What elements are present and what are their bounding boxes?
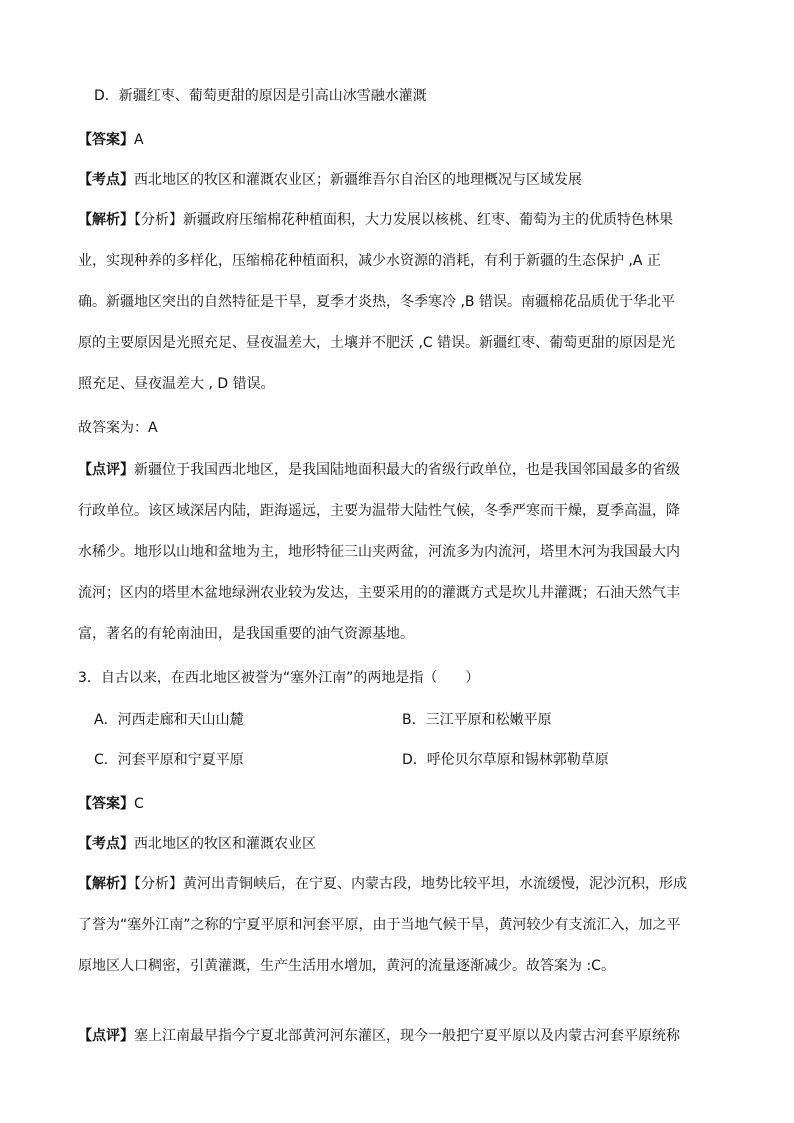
dianping-text: 新疆位于我国西北地区，是我国陆地面积最大的省级行政单位，也是我国邻国最多的省级 (134, 462, 680, 478)
q3-stem: 3．自古以来，在西北地区被誉为“塞外江南”的两地是指（ ） (78, 670, 480, 686)
dianping-text: 塞上江南最早指今宁夏北部黄河河东灌区，现今一般把宁夏平原以及内蒙古河套平原统称 (134, 1028, 680, 1044)
dianping-tag: 【点评】 (78, 1028, 134, 1044)
q3-option-a: A．河西走廊和天山山麓 (94, 712, 244, 728)
q2-dianping-line-3: 水稀少。地形以山地和盆地为主，地形特征三山夹两盆，河流多为内流河，塔里木河为我国最大内 (78, 544, 680, 560)
q2-option-d: D．新疆红枣、葡萄更甜的原因是引高山冰雪融水灌溉 (94, 88, 427, 104)
answer-tag: 【答案】 (78, 796, 134, 812)
answer-tag: 【答案】 (78, 132, 134, 148)
q3-jiexi-line-2: 了誉为“塞外江南”之称的宁夏平原和河套平原，由于当地气候干旱，黄河较少有支流汇入，加之平 (78, 917, 681, 933)
q3-jiexi-line-1 (78, 874, 687, 894)
kaodian-text: 西北地区的牧区和灌溉农业区 (134, 836, 316, 852)
q2-jiexi-line-5: 照充足、昼夜温差大 , D 错误。 (78, 376, 275, 392)
q2-final-answer: 故答案为：A (78, 420, 158, 436)
jiexi-tag: 【解析】 (78, 212, 134, 228)
q2-jiexi-line-2: 业，实现种养的多样化，压缩棉花种植面积，减少水资源的消耗，有利于新疆的生态保护 ,A 正 (78, 253, 661, 269)
q2-jiexi-line-1 (78, 210, 673, 230)
q2-dianping-line-4: 流河；区内的塔里木盆地绿洲农业较为发达，主要采用的的灌溉方式是坎儿井灌溉；石油天然气丰 (78, 585, 680, 601)
jiexi-text: 【分析】黄河出青铜峡后，在宁夏、内蒙古段，地势比较平坦，水流缓慢，泥沙沉积，形成 (134, 876, 687, 892)
q3-option-c: C．河套平原和宁夏平原 (94, 752, 244, 768)
q2-jiexi-line-3: 确。新疆地区突出的自然特征是干旱，夏季才炎热，冬季寒冷 ,B 错误。南疆棉花品质优于华北平 (78, 294, 675, 310)
kaodian-text: 西北地区的牧区和灌溉农业区；新疆维吾尔自治区的地理概况与区域发展 (134, 172, 582, 188)
jiexi-tag: 【解析】 (78, 876, 134, 892)
q3-dianping-line-1 (78, 1026, 680, 1046)
kaodian-tag: 【考点】 (78, 836, 134, 852)
kaodian-tag: 【考点】 (78, 172, 134, 188)
q2-dianping-line-1 (78, 460, 680, 480)
dianping-tag: 【点评】 (78, 462, 134, 478)
q3-option-d: D．呼伦贝尔草原和锡林郭勒草原 (402, 752, 609, 768)
q2-kaodian (78, 170, 582, 190)
q2-answer (78, 130, 144, 150)
jiexi-text: 【分析】新疆政府压缩棉花种植面积，大力发展以核桃、红枣、葡萄为主的优质特色林果 (134, 212, 673, 228)
q3-jiexi-line-3: 原地区人口稠密，引黄灌溉，生产生活用水增加，黄河的流量逐渐减少。故答案为 :C。 (78, 958, 615, 974)
q2-dianping-line-2: 行政单位。该区域深居内陆，距海遥远，主要为温带大陆性气候，冬季严寒而干燥，夏季高温，降 (78, 503, 680, 519)
q3-answer (78, 794, 144, 814)
q2-dianping-line-5: 富，著名的有轮南油田，是我国重要的油气资源基地。 (78, 626, 414, 642)
q3-option-b: B．三江平原和松嫩平原 (402, 712, 552, 728)
q2-jiexi-line-4: 原的主要原因是光照充足、昼夜温差大，土壤并不肥沃 ,C 错误。新疆红枣、葡萄更甜的原因是光 (78, 335, 676, 351)
q3-kaodian (78, 834, 316, 854)
answer-value: A (134, 132, 144, 148)
answer-value: C (134, 796, 144, 812)
